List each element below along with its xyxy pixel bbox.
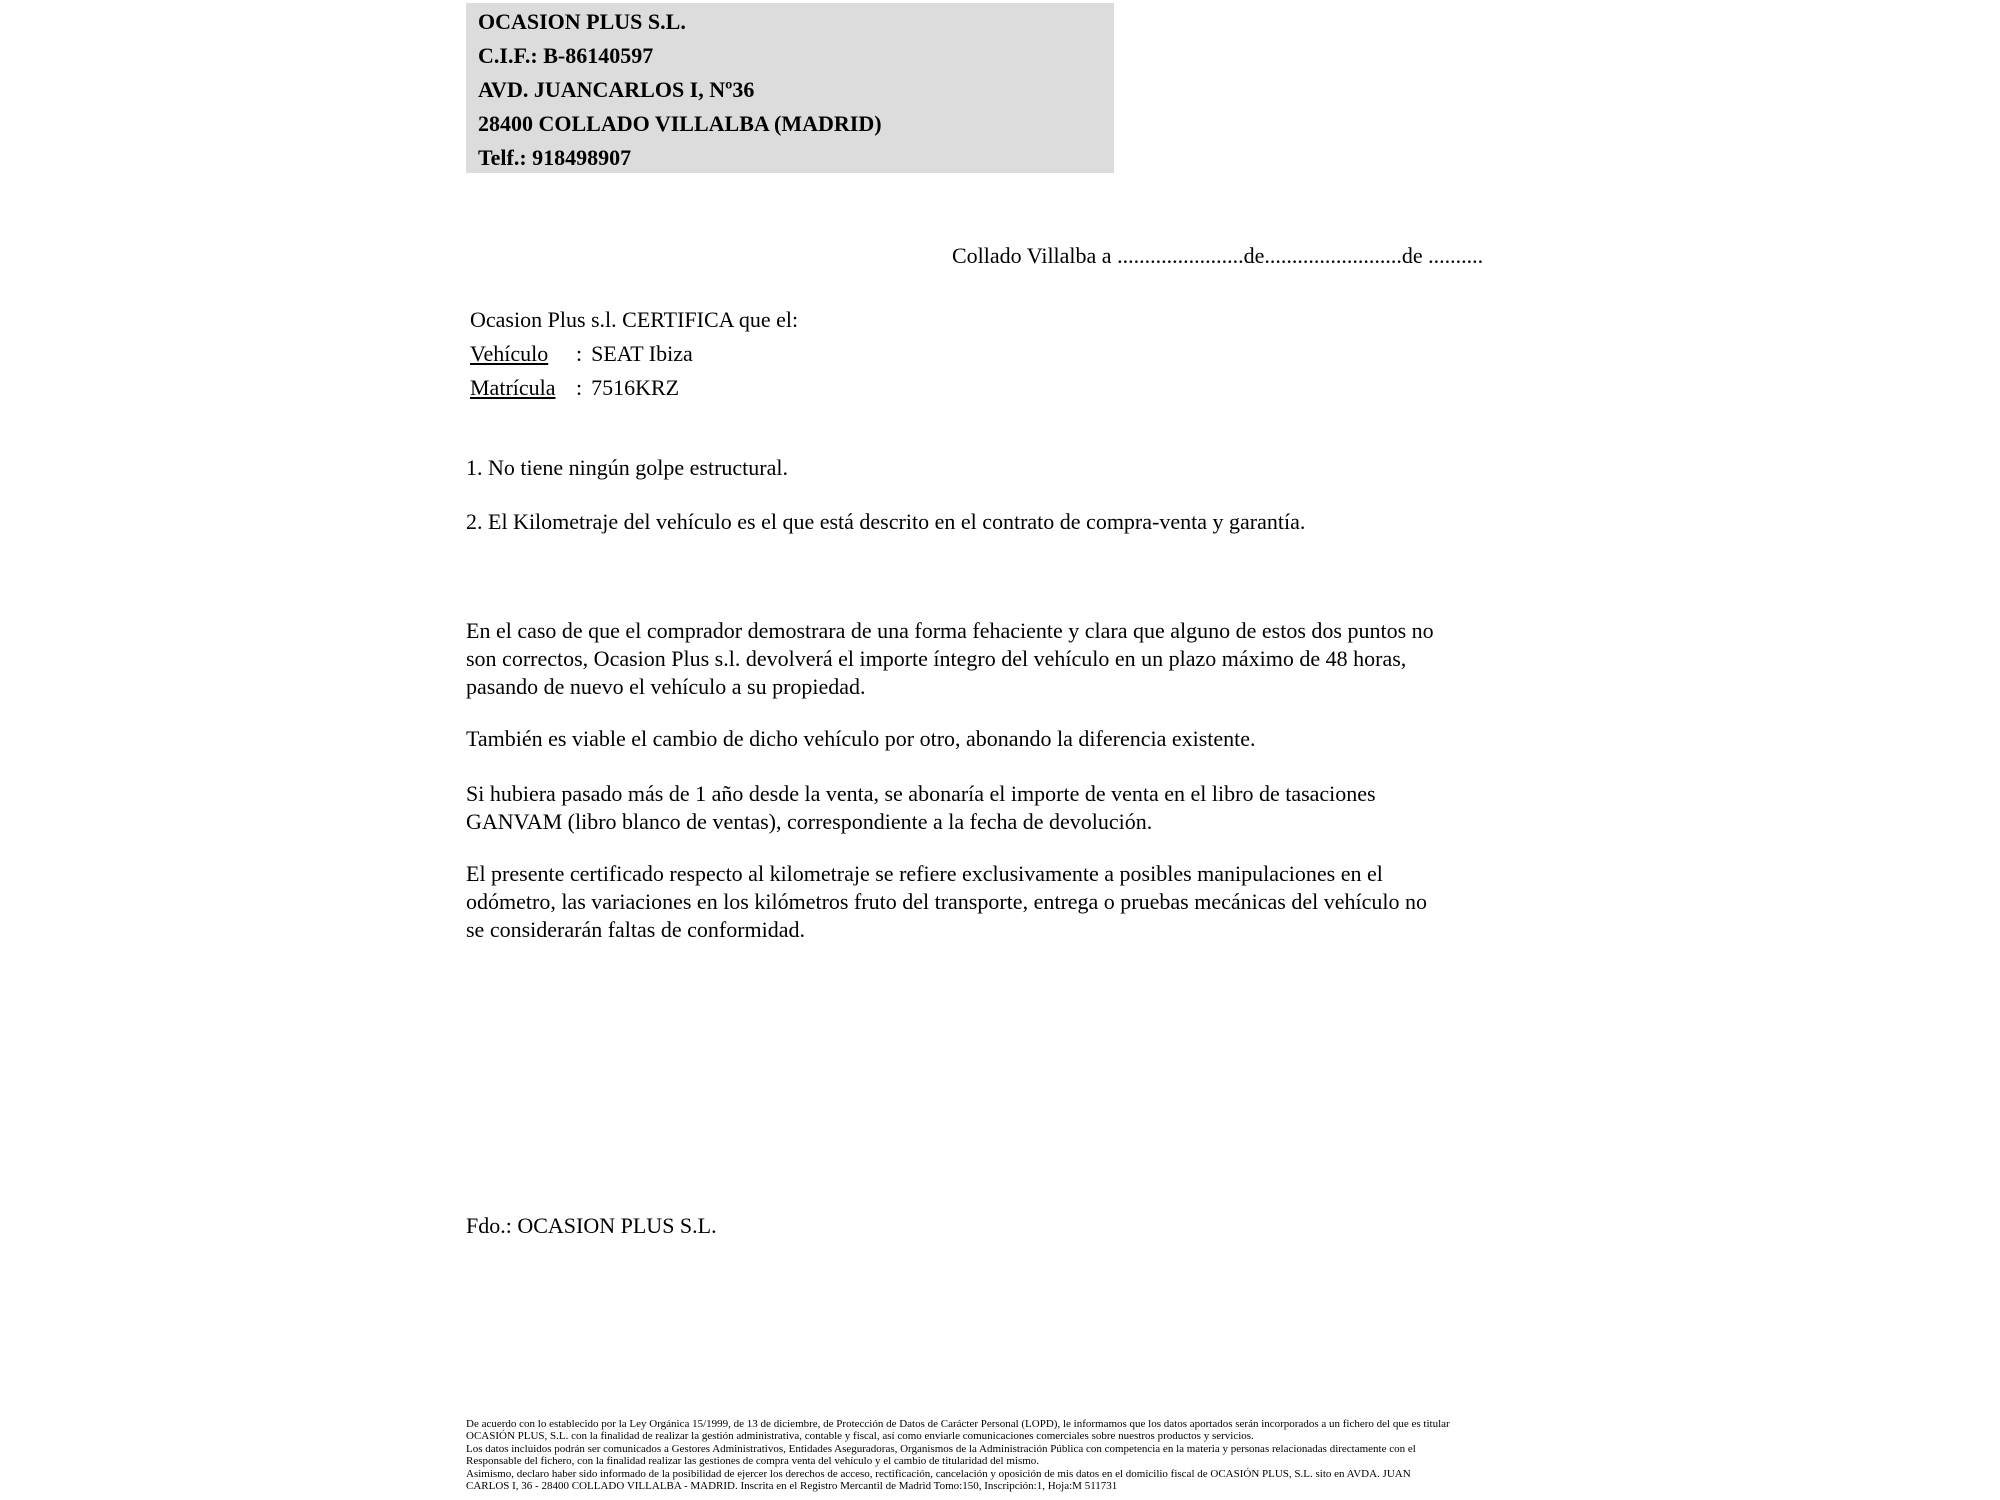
legal-footer-line: Responsable del fichero, con la finalidad realizar las gestiones de compra venta del vehículo y el cambio de titularidad del mismo. [466,1455,1040,1468]
paragraph-ganvam-valuation-line: GANVAM (libro blanco de ventas), correspondiente a la fecha de devolución. [466,809,1153,834]
legal-footer-line: De acuerdo con lo establecido por la Ley Orgánica 15/1999, de 13 de diciembre, de Protección de Datos de Carácter Personal (LOPD), le informamos que los datos aportados serán incorporados a un fichero del que es titular [466,1418,1450,1430]
certification-block [470,303,798,405]
vehicle-field-label: Vehículo [470,341,549,366]
legal-footer-line: CARLOS I, 36 - 28400 COLLADO VILLALBA - MADRID. Inscrita en el Registro Mercantil de Madrid Tomo:150, Inscripción:1, Hoja:M 511731 [466,1480,1118,1493]
certification-intro: Ocasion Plus s.l. CERTIFICA que el: [470,307,799,332]
company-cif: C.I.F.: B-86140597 [478,43,654,68]
vehicle-field-label-box [470,337,576,371]
paragraph-odometer-disclaimer-line: se considerarán faltas de conformidad. [466,917,806,942]
paragraph-odometer-disclaimer [466,860,1427,944]
legal-footer [466,1418,1566,1492]
company-name: OCASION PLUS S.L. [478,9,686,34]
paragraph-odometer-disclaimer-line: odómetro, las variaciones en los kilómetros fruto del transporte, entrega o pruebas mecánicas del vehículo no [466,889,1427,914]
paragraph-ganvam-valuation-line: Si hubiera pasado más de 1 año desde la venta, se abonaría el importe de venta en el libro de tasaciones [466,781,1376,806]
paragraph-odometer-disclaimer-line: El presente certificado respecto al kilometraje se refiere exclusivamente a posibles manipulaciones en el [466,861,1383,886]
paragraph-ganvam-valuation [466,780,1376,836]
company-header-box [466,3,1114,173]
paragraph-exchange-option [466,725,1256,753]
date-place-line: Collado Villalba a .......................de.........................de .......... [952,243,1484,268]
plate-field-label: Matrícula [470,375,556,400]
paragraph-exchange-option-line: También es viable el cambio de dicho vehículo por otro, abonando la diferencia existente. [466,726,1256,751]
plate-field-row [470,371,798,405]
vehicle-field-separator: : [576,341,583,366]
vehicle-field-value: SEAT Ibiza [591,341,693,366]
clause-mileage: 2. El Kilometraje del vehículo es el que está descrito en el contrato de compra-venta y garantía. [466,509,1306,534]
vehicle-field-row [470,337,798,371]
plate-field-label-box [470,371,576,405]
legal-footer-line: Los datos incluidos podrán ser comunicados a Gestores Administrativos, Entidades Aseguradoras, Organismos de la Administración Pública con competencia en la materia y personas relacionadas directamente con el [466,1442,1416,1455]
paragraph-refund-policy-line: pasando de nuevo el vehículo a su propiedad. [466,674,866,699]
paragraph-refund-policy [466,617,1434,701]
legal-footer-line: OCASIÓN PLUS, S.L. con la finalidad de realizar la gestión administrativa, contable y fiscal, así como enviarle comunicaciones comerciales sobre nuestros productos y servicios. [466,1430,1254,1443]
signature-line: Fdo.: OCASION PLUS S.L. [466,1213,717,1238]
company-address: AVD. JUANCARLOS I, Nº36 [478,77,755,102]
clause-structural-damage: 1. No tiene ningún golpe estructural. [466,455,788,480]
plate-field-separator: : [576,375,583,400]
paragraph-refund-policy-line: En el caso de que el comprador demostrara de una forma fehaciente y clara que alguno de estos dos puntos no [466,618,1434,643]
legal-footer-line: Asimismo, declaro haber sido informado de la posibilidad de ejercer los derechos de acceso, rectificación, cancelación y oposición de mis datos en el domicilio fiscal de OCASIÓN PLUS, S.L. sito en AVDA. JUAN [466,1467,1411,1480]
company-phone: Telf.: 918498907 [478,145,632,170]
company-city: 28400 COLLADO VILLALBA (MADRID) [478,111,882,136]
paragraph-refund-policy-line: son correctos, Ocasion Plus s.l. devolverá el importe íntegro del vehículo en un plazo máximo de 48 horas, [466,646,1407,671]
plate-field-value: 7516KRZ [591,375,680,400]
